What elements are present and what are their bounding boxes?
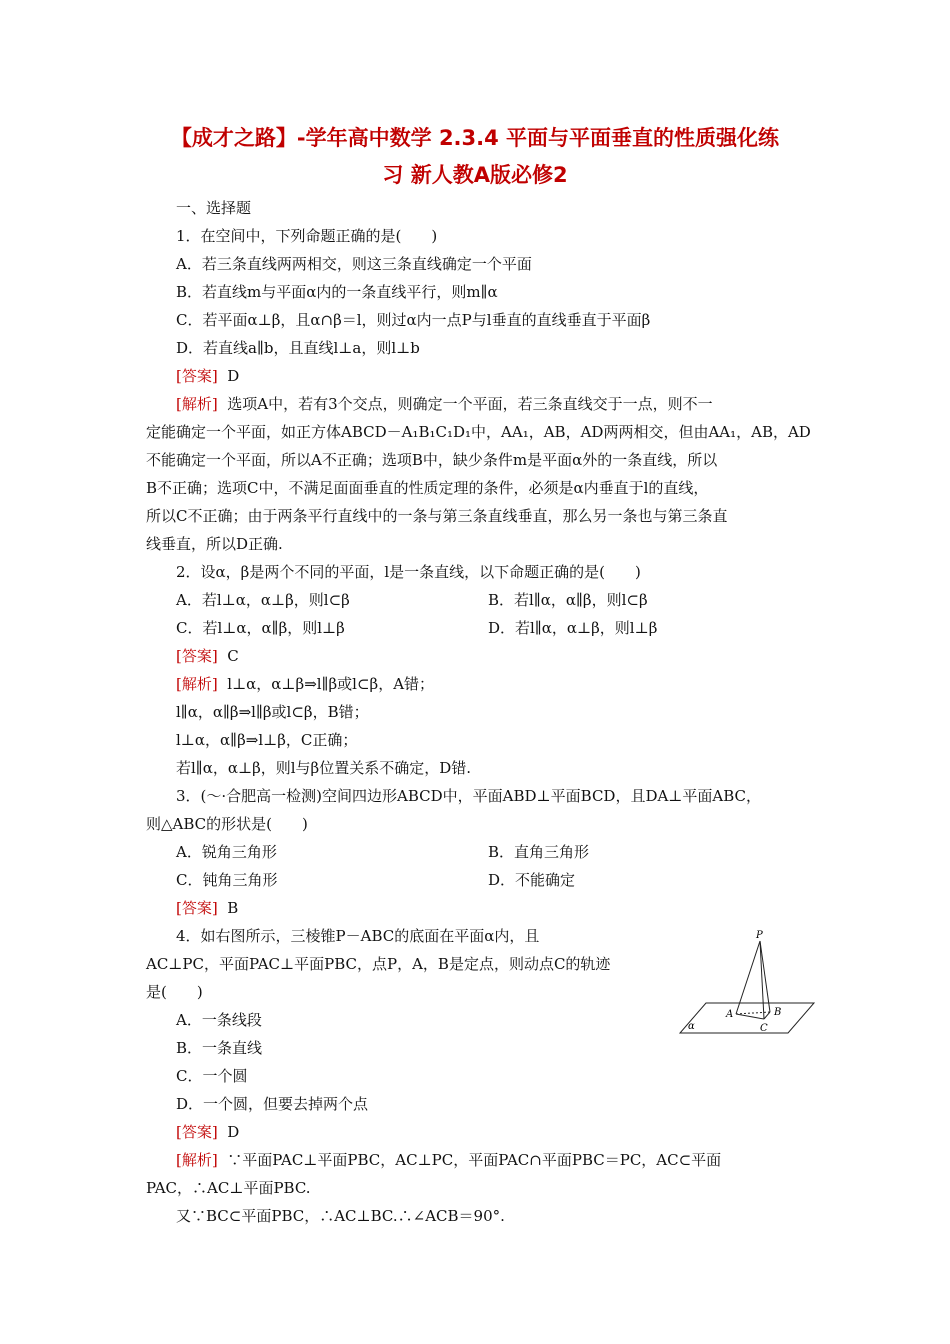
q2-option-b: B．若l∥α，α∥β，则l⊂β [488,591,648,609]
q4-analysis-line: 又∵BC⊂平面PBC，∴AC⊥BC.∴∠ACB＝90°. [176,1207,505,1225]
q1-option-c: C．若平面α⊥β，且α∩β＝l，则过α内一点P与l垂直的直线垂直于平面β [176,311,651,329]
answer-tag: [答案] [176,647,218,665]
label-a: A [726,1009,734,1020]
q4-stem-cont: 是( ) [146,983,203,1001]
q4-analysis-line: PAC，∴AC⊥平面PBC. [146,1179,311,1197]
answer-tag: [答案] [176,899,218,917]
q1-answer [176,366,239,386]
analysis-tag: [解析] [176,675,218,693]
label-c: C [760,1023,768,1034]
edge-cb [764,1012,770,1019]
q4-answer [176,1122,239,1142]
answer-value: B [227,899,239,917]
answer-value: D [227,1123,240,1141]
q2-stem: 2．设α，β是两个不同的平面，l是一条直线，以下命题正确的是( ) [176,563,641,581]
q4-option-b: B．一条直线 [176,1039,263,1057]
q4-stem: 4．如右图所示，三棱锥P－ABC的底面在平面α内，且 [176,927,540,945]
q2-answer [176,646,239,666]
answer-tag: [答案] [176,1123,218,1141]
analysis-text: 选项A中，若有3个交点，则确定一个平面，若三条直线交于一点，则不一 [227,395,713,413]
q1-analysis-line: B不正确；选项C中，不满足面面垂直的性质定理的条件，必须是α内垂直于l的直线， [146,479,709,497]
q4-option-c: C．一个圆 [176,1067,248,1085]
q4-stem-cont: AC⊥PC，平面PAC⊥平面PBC，点P，A，B是定点，则动点C的轨迹 [146,955,611,973]
q2-option-d: D．若l∥α，α⊥β，则l⊥β [488,619,658,637]
analysis-text: l⊥α，α⊥β⇒l∥β或l⊂β，A错； [227,675,435,693]
q4-analysis-line [176,1150,721,1170]
analysis-tag: [解析] [176,395,218,413]
q1-analysis-line: 不能确定一个平面，所以A不正确；选项B中，缺少条件m是平面α外的一条直线，所以 [146,451,718,469]
edge-ac [736,1014,764,1019]
q1-analysis-line [176,394,713,414]
label-b: B [774,1007,782,1018]
q3-option-d: D．不能确定 [488,871,576,889]
q2-option-c: C．若l⊥α，α∥β，则l⊥β [176,619,345,637]
q2-analysis-line: 若l∥α，α⊥β，则l与β位置关系不确定，D错. [176,759,472,777]
q2-analysis-line: l⊥α，α∥β⇒l⊥β，C正确； [176,731,358,749]
analysis-text: ∵平面PAC⊥平面PBC，AC⊥PC，平面PAC∩平面PBC＝PC，AC⊂平面 [227,1151,722,1169]
label-alpha: α [688,1021,695,1032]
q4-option-d: D．一个圆，但要去掉两个点 [176,1095,369,1113]
q3-option-a: A．锐角三角形 [176,843,277,861]
q3-option-b: B．直角三角形 [488,843,590,861]
label-p: P [756,930,763,941]
q3-option-c: C．钝角三角形 [176,871,278,889]
q2-option-a: A．若l⊥α，α⊥β，则l⊂β [176,591,350,609]
q1-analysis-line: 所以C不正确；由于两条平行直线中的一条与第三条直线垂直，那么另一条也与第三条直 [146,507,728,525]
answer-tag: [答案] [176,367,218,385]
q2-analysis-line: l∥α，α∥β⇒l∥β或l⊂β，B错； [176,703,369,721]
q1-option-b: B．若直线m与平面α内的一条直线平行，则m∥α [176,283,498,301]
q2-analysis-line [176,674,434,694]
edge-ab-dashed [736,1012,770,1014]
q1-analysis-line: 定能确定一个平面，如正方体ABCD－A₁B₁C₁D₁中，AA₁，AB，AD两两相交，但由AA₁，AB，AD [146,423,811,441]
q3-stem: 3．(～·合肥高一检测)空间四边形ABCD中，平面ABD⊥平面BCD，且DA⊥平面ABC， [176,787,762,805]
analysis-tag: [解析] [176,1151,218,1169]
answer-value: D [227,367,240,385]
doc-title-line1: 【成才之路】-学年高中数学 2.3.4 平面与平面垂直的性质强化练 [170,126,780,150]
q4-option-a: A．一条线段 [176,1011,262,1029]
doc-title-line2: 习 新人教A版必修2 [382,163,568,187]
q3-stem-cont: 则△ABC的形状是( ) [146,815,308,833]
section-heading: 一、选择题 [176,199,252,217]
answer-value: C [227,647,239,665]
plane-alpha-shape [680,1003,814,1033]
q1-stem: 1．在空间中，下列命题正确的是( ) [176,227,438,245]
q1-analysis-line: 线垂直，所以D正确. [146,535,283,553]
q1-option-d: D．若直线a∥b，且直线l⊥a，则l⊥b [176,339,420,357]
q3-answer [176,898,238,918]
pyramid-figure [676,925,816,1043]
q1-option-a: A．若三条直线两两相交，则这三条直线确定一个平面 [176,255,532,273]
